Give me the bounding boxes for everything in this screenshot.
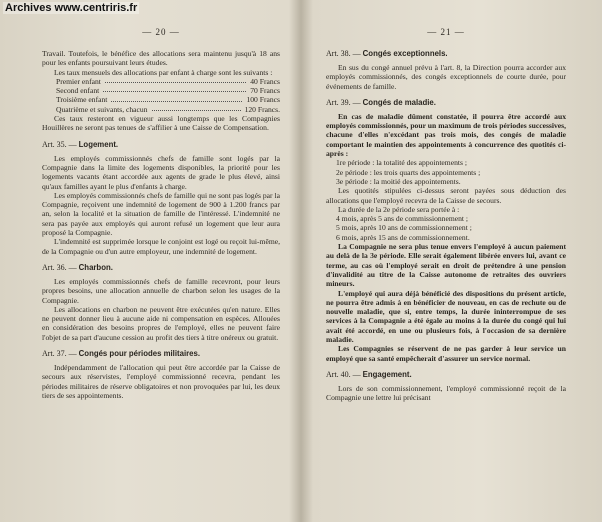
paragraph: Les taux mensuels des allocations par enfant à charge sont les suivants : — [54, 67, 273, 77]
page-number-right: — 21 — — [427, 27, 465, 37]
paragraph: Les employés commissionnés chefs de famille sont logés par la Compagnie dans la limite des logements disponibles, la priorité pour les logements vacants étant accordée aux agents de grade le plus élevé, ainsi qu'aux familles ayant le plus d'enfants à charge. — [42, 153, 280, 191]
paragraph: L'employé qui aura déjà bénéficié des dispositions du présent article, ne pourra être admis à en bénéficier de nouveau, en cas de rechute ou de nouvelle maladie, que si, entre temps, la durée ininterrompue de ses services à la Compagnie a été égale au moins à la durée du congé qui lui avait été accordé, en une ou plusieurs fois, à l'occasion de sa dernière maladie. — [326, 288, 566, 345]
rates-list — [42, 77, 280, 114]
rate-row — [42, 105, 280, 114]
article-heading: Art. 35. — Logement. — [42, 139, 119, 149]
article-heading: Art. 37. — Congés pour périodes militaires. — [42, 349, 200, 359]
article-heading: Art. 40. — Engagement. — [326, 369, 412, 379]
paragraph: Ces taux resteront en vigueur aussi longtemps que les Compagnies Houillères ne seront pas tenues de s'affilier à une Caisse de Compensation. — [42, 114, 280, 133]
page-number-left: — 20 — — [142, 27, 180, 37]
periods-list — [326, 214, 566, 242]
paragraph: Les Compagnies se réservent de ne pas garder à leur service un employé que sa santé empêcherait d'assurer un service normal. — [326, 344, 566, 363]
period-item: 6 mois, après 15 ans de commissionnement. — [336, 232, 470, 242]
paragraph: En cas de maladie dûment constatée, il pourra être accordé aux employés commissionnés, pour un maximum de trois périodes successives, chacune d'elles n'excédant pas trois mois, des congés de maladie comportant le maintien des appointements à concurrence des quotités ci-après : — [326, 111, 566, 159]
leader-dots — [105, 77, 246, 83]
rate-value: 120 Francs. — [244, 104, 280, 114]
paragraph: Les allocations en charbon ne peuvent être exécutées qu'en nature. Elles ne peuvent donner lieu à aucune aide ni compensation en espèces. Allouées en considération des besoins propres de l'employé, elles ne peuvent faire l'objet de sa part d'aucune cession au profit des tiers à titre onéreux ou gratuit. — [42, 304, 280, 342]
period-item: 4 mois, après 5 ans de commissionnement ; — [336, 214, 469, 224]
paragraph: Indépendamment de l'allocation qui peut être accordée par la Caisse de secours aux réservistes, l'employé commissionné recevra, pendant les périodes militaires de réserve obligatoires et non provoquées par lui, les deux tiers de ses appointements. — [42, 363, 280, 400]
paragraph: Travail. Toutefois, le bénéfice des allocations sera maintenu jusqu'à 18 ans pour les enfants poursuivant leurs études. — [42, 49, 280, 68]
rate-value: 40 Francs — [250, 76, 280, 86]
period-item: 2e période : les trois quarts des appointements ; — [336, 167, 481, 177]
paragraph: Les employés commissionnés chefs de famille recevront, pour leurs propres besoins, une allocation annuelle de charbon selon les usages de la Compagnie. — [42, 276, 280, 305]
left-page — [42, 0, 280, 522]
right-page — [326, 0, 566, 522]
paragraph: En sus du congé annuel prévu à l'art. 8, la Direction pourra accorder aux employés commissionnés, des congés exceptionnels de courte durée, pour événements de famille. — [326, 63, 566, 91]
rate-value: 70 Francs — [250, 86, 280, 96]
rate-row — [42, 86, 280, 95]
rate-label: Premier enfant — [56, 76, 101, 86]
paragraph: Les employés commissionnés chefs de famille qui ne sont pas logés par la Compagnie, reçoivent une indemnité de logement de 900 à 1.200 francs par an, selon la localité et la situation de famille de l'intéressé. L'indemnité ne sera pas payée aux employés qui auront refusé un logement que leur aura proposé la Compagnie. — [42, 190, 280, 238]
leader-dots — [152, 105, 241, 111]
rate-row — [42, 95, 280, 104]
paragraph: Lors de son commissionnement, l'employé commissionné reçoit de la Compagnie une lettre lui précisant — [326, 383, 566, 403]
rate-label: Quatrième et suivants, chacun — [56, 104, 148, 114]
leader-dots — [103, 86, 246, 92]
article-heading: Art. 39. — Congés de maladie. — [326, 97, 436, 107]
paragraph: La Compagnie ne sera plus tenue envers l'employé à aucun paiement au delà de la 3e période. Elle serait également libérée envers lui, avant ce terme, au cas où l'employé serait en droit de prétendre à une pension d'invalidité au titre de la Caisse autonome de retraites des ouvriers mineurs. — [326, 242, 566, 289]
rate-value: 100 Francs — [246, 95, 280, 105]
period-item: 5 mois, après 10 ans de commissionnement ; — [336, 223, 472, 233]
article-heading: Art. 38. — Congés exceptionnels. — [326, 49, 448, 58]
paragraph: L'indemnité est supprimée lorsque le conjoint est logé ou reçoit lui-même, de la Compagnie ou d'un autre employeur, une indemnité de logement. — [42, 237, 280, 256]
paragraph: Les quotités stipulées ci-dessus seront payées sous déduction des allocations que l'employé recevra de la Caisse de secours. — [326, 186, 566, 205]
article-heading: Art. 36. — Charbon. — [42, 262, 113, 272]
archive-watermark: Archives www.centriris.fr — [5, 2, 138, 14]
paragraph: La durée de la 2e période sera portée à : — [338, 204, 460, 214]
rate-label: Second enfant — [56, 86, 100, 96]
rate-label: Troisième enfant — [56, 95, 108, 105]
period-item: 3e période : la moitié des appointements. — [336, 176, 461, 186]
periods-list — [326, 158, 566, 186]
leader-dots — [111, 95, 242, 101]
rate-row — [42, 77, 280, 86]
period-item: 1re période : la totalité des appointements ; — [336, 158, 467, 168]
